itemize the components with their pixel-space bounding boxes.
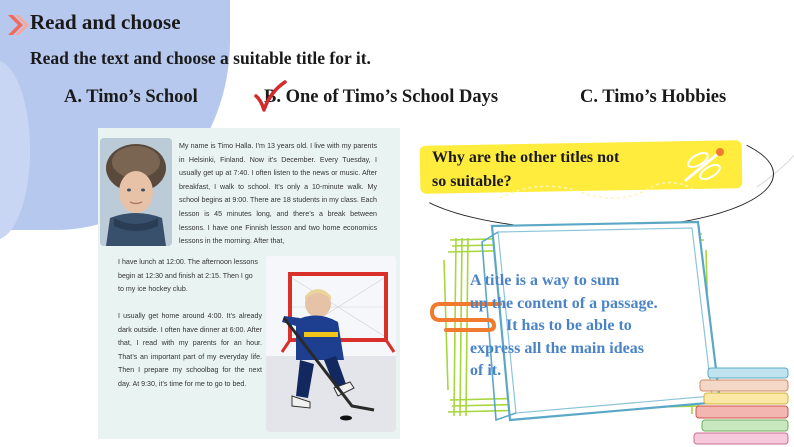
- question-line-1: Why are the other titles not: [432, 149, 620, 166]
- answer-line-3: It has to be able to: [506, 317, 632, 334]
- hockey-player-image: [266, 256, 396, 432]
- instruction-text: Read the text and choose a suitable title for it.: [30, 48, 371, 68]
- book-stack-icon: [690, 364, 794, 446]
- question-line-2: so suitable?: [432, 173, 512, 190]
- answer-text: [470, 270, 710, 383]
- passage-paragraph-2: I have lunch at 12:00. The afternoon lessons begin at 12:30 and finish at 2:15. Then I go to my ice hockey club.: [118, 258, 258, 294]
- answer-line-2: up the content of a passage.: [470, 294, 658, 312]
- option-a[interactable]: A. Timo’s School: [64, 87, 198, 107]
- section-heading: Read and choose: [30, 10, 181, 34]
- chevron-right-icon: [6, 13, 30, 37]
- answer-line-5: of it.: [470, 362, 502, 379]
- timo-portrait-image: [100, 138, 172, 246]
- answer-line-4: express all the main ideas: [470, 339, 644, 357]
- answer-line-1: A title is a way to sum: [470, 272, 620, 289]
- option-c[interactable]: C. Timo’s Hobbies: [580, 87, 727, 107]
- option-b[interactable]: B. One of Timo’s School Days: [264, 87, 499, 107]
- passage-paragraph-3: I usually get home around 4:00. It’s already dark outside. I often have dinner at 6:00. After that, I read with my parents for an hour. That’s an important part of my everyday life. Then I prepare my schoolbag for the next day. At 9:30, it’s time for me to go to bed.: [118, 312, 262, 388]
- decorative-dotted-swirl: [500, 168, 700, 208]
- passage-paragraph-1: My name is Timo Halla. I’m 13 years old. I live with my parents in Helsinki, Finland. Now it’s December. Every Tuesday, I usually get up at 7:40. I often listen to the news or music. After breakfast, I walk to school. It’s only a 10-minute walk. My school begins at 9:00. There are 18 students in my class. Each lesson is 45 minutes long, and there’s a break between lessons. I have one Finnish lesson and two home economics lessons in the morning. After that,: [179, 142, 377, 246]
- checkmark-icon: [252, 80, 288, 116]
